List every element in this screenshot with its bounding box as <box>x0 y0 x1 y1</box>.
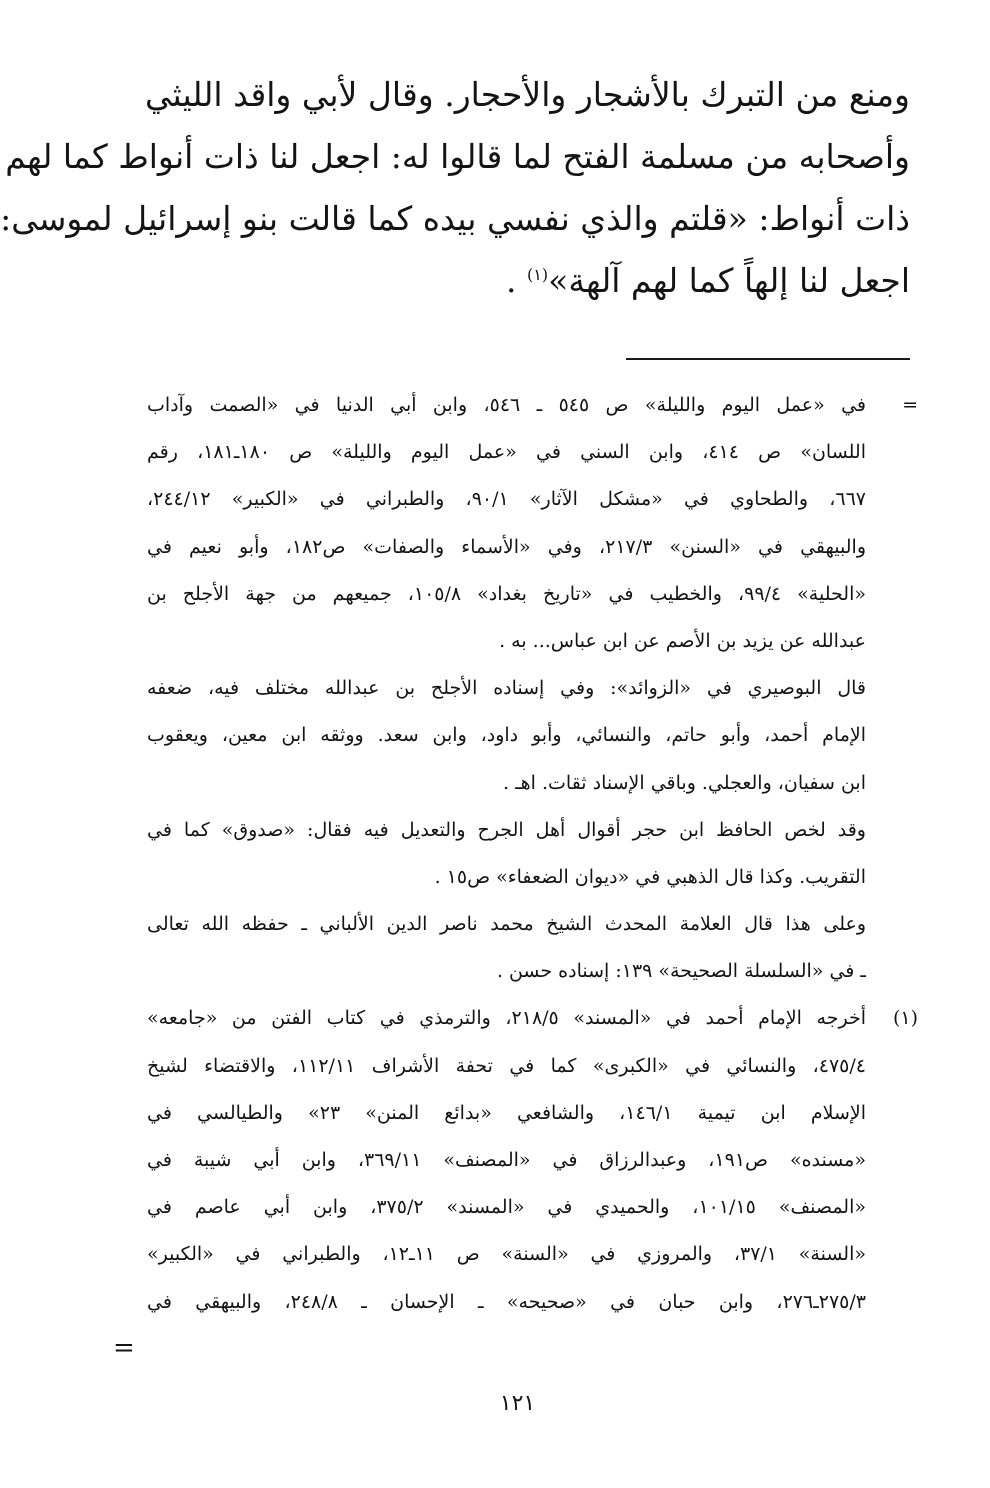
footnote-line: عبدالله عن يزيد بن الأصم عن ابن عباس... به . <box>499 629 866 652</box>
footnote-line: ٢٧٥/٣ـ٢٧٦، وابن حبان في «صحيحه» ـ الإحسان ـ ٢٤٨/٨، والبيهقي في <box>147 1290 866 1313</box>
footnote-busiri-paragraph <box>147 665 990 807</box>
footnotes-block <box>147 382 990 1326</box>
footnote-line: «مسنده» ص١٩١، وعبدالرزاق في «المصنف» ٣٦٩/١١، وابن أبي شيبة في <box>147 1149 866 1171</box>
footnote-number: (١) <box>892 1007 918 1030</box>
main-text-line-body: اجعل لنا إلهاً كما لهم آلهة» <box>548 261 910 300</box>
footnote-line: ابن سفيان، والعجلي. وباقي الإسناد ثقات. اهـ . <box>503 771 866 794</box>
footnote-reference: (١) <box>527 265 549 284</box>
footnote-albani-paragraph <box>147 901 990 995</box>
footnote-line: أخرجه الإمام أحمد في «المسند» ٢١٨/٥، والترمذي في كتاب الفتن من «جامعه» <box>147 1007 866 1030</box>
footnote-line: ـ في «السلسلة الصحيحة» ١٣٩: إسناده حسن . <box>496 960 866 983</box>
footnote-ibn-hajar-paragraph <box>147 807 990 901</box>
footnote-continuation <box>147 382 990 665</box>
continues-next-page-marker: = <box>113 1333 135 1363</box>
footnote-line: والبيهقي في «السنن» ٢١٧/٣، وفي «الأسماء والصفات» ص١٨٢، وأبو نعيم في <box>147 535 867 558</box>
main-text-line <box>145 250 910 312</box>
main-text-line: ذات أنواط: «قلتم والذي نفسي بيده كما قالت بنو إسرائيل لموسى: <box>0 199 910 238</box>
page-number: ١٢١ <box>499 1391 536 1416</box>
footnote-line: الإمام أحمد، وأبو حاتم، والنسائي، وأبو داود، وابن سعد. ووثقه ابن معين، ويعقوب <box>147 724 866 747</box>
footnote-line: التقريب. وكذا قال الذهبي في «ديوان الضعفاء» ص١٥ . <box>434 865 866 888</box>
footnote-line: قال البوصيري في «الزوائد»: وفي إسناده الأجلح بن عبدالله مختلف فيه، ضعفه <box>147 677 866 700</box>
main-text-line: ومنع من التبرك بالأشجار والأحجار. وقال لأبي واقد الليثي <box>145 75 910 114</box>
footnote-line: «السنة» ٣٧/١، والمروزي في «السنة» ص ١١ـ١٢، والطبراني في «الكبير» <box>147 1243 866 1266</box>
continuation-marker: = <box>902 394 918 416</box>
footnote-line: في «عمل اليوم والليلة» ص ٥٤٥ ـ ٥٤٦، وابن أبي الدنيا في «الصمت وآداب <box>147 394 867 416</box>
footnote-line: ٤٧٥/٤، والنسائي في «الكبرى» كما في تحفة الأشراف ١١٢/١١، والاقتضاء لشيخ <box>147 1054 866 1077</box>
main-text-block <box>0 64 910 312</box>
footnote-line: «الحلية» ٩٩/٤، والخطيب في «تاريخ بغداد» ١٠٥/٨، جميعهم من جهة الأجلح بن <box>147 582 866 605</box>
main-text-end-punct: . <box>506 261 528 300</box>
footnote-line: اللسان» ص ٤١٤، وابن السني في «عمل اليوم والليلة» ص ١٨٠ـ١٨١، رقم <box>147 441 866 464</box>
footnote-separator-rule <box>626 358 910 360</box>
footnote-line: وقد لخص الحافظ ابن حجر أقوال أهل الجرح والتعديل فيه فقال: «صدوق» كما في <box>147 818 866 841</box>
footnote-line: «المصنف» ١٠١/١٥، والحميدي في «المسند» ٣٧٥/٢، وابن أبي عاصم في <box>147 1196 866 1219</box>
footnote-line: وعلى هذا قال العلامة المحدث الشيخ محمد ناصر الدين الألباني ـ حفظه الله تعالى <box>147 913 866 936</box>
footnote-1 <box>147 995 990 1325</box>
footnote-line: ٦٦٧، والطحاوي في «مشكل الآثار» ٩٠/١، والطبراني في «الكبير» ٢٤٤/١٢، <box>147 488 866 511</box>
footnote-line: الإسلام ابن تيمية ١٤٦/١، والشافعي «بدائع المنن» ٢٣» والطيالسي في <box>147 1101 866 1124</box>
main-text-line: وأصحابه من مسلمة الفتح لما قالوا له: اجعل لنا ذات أنواط كما لهم <box>5 137 910 176</box>
